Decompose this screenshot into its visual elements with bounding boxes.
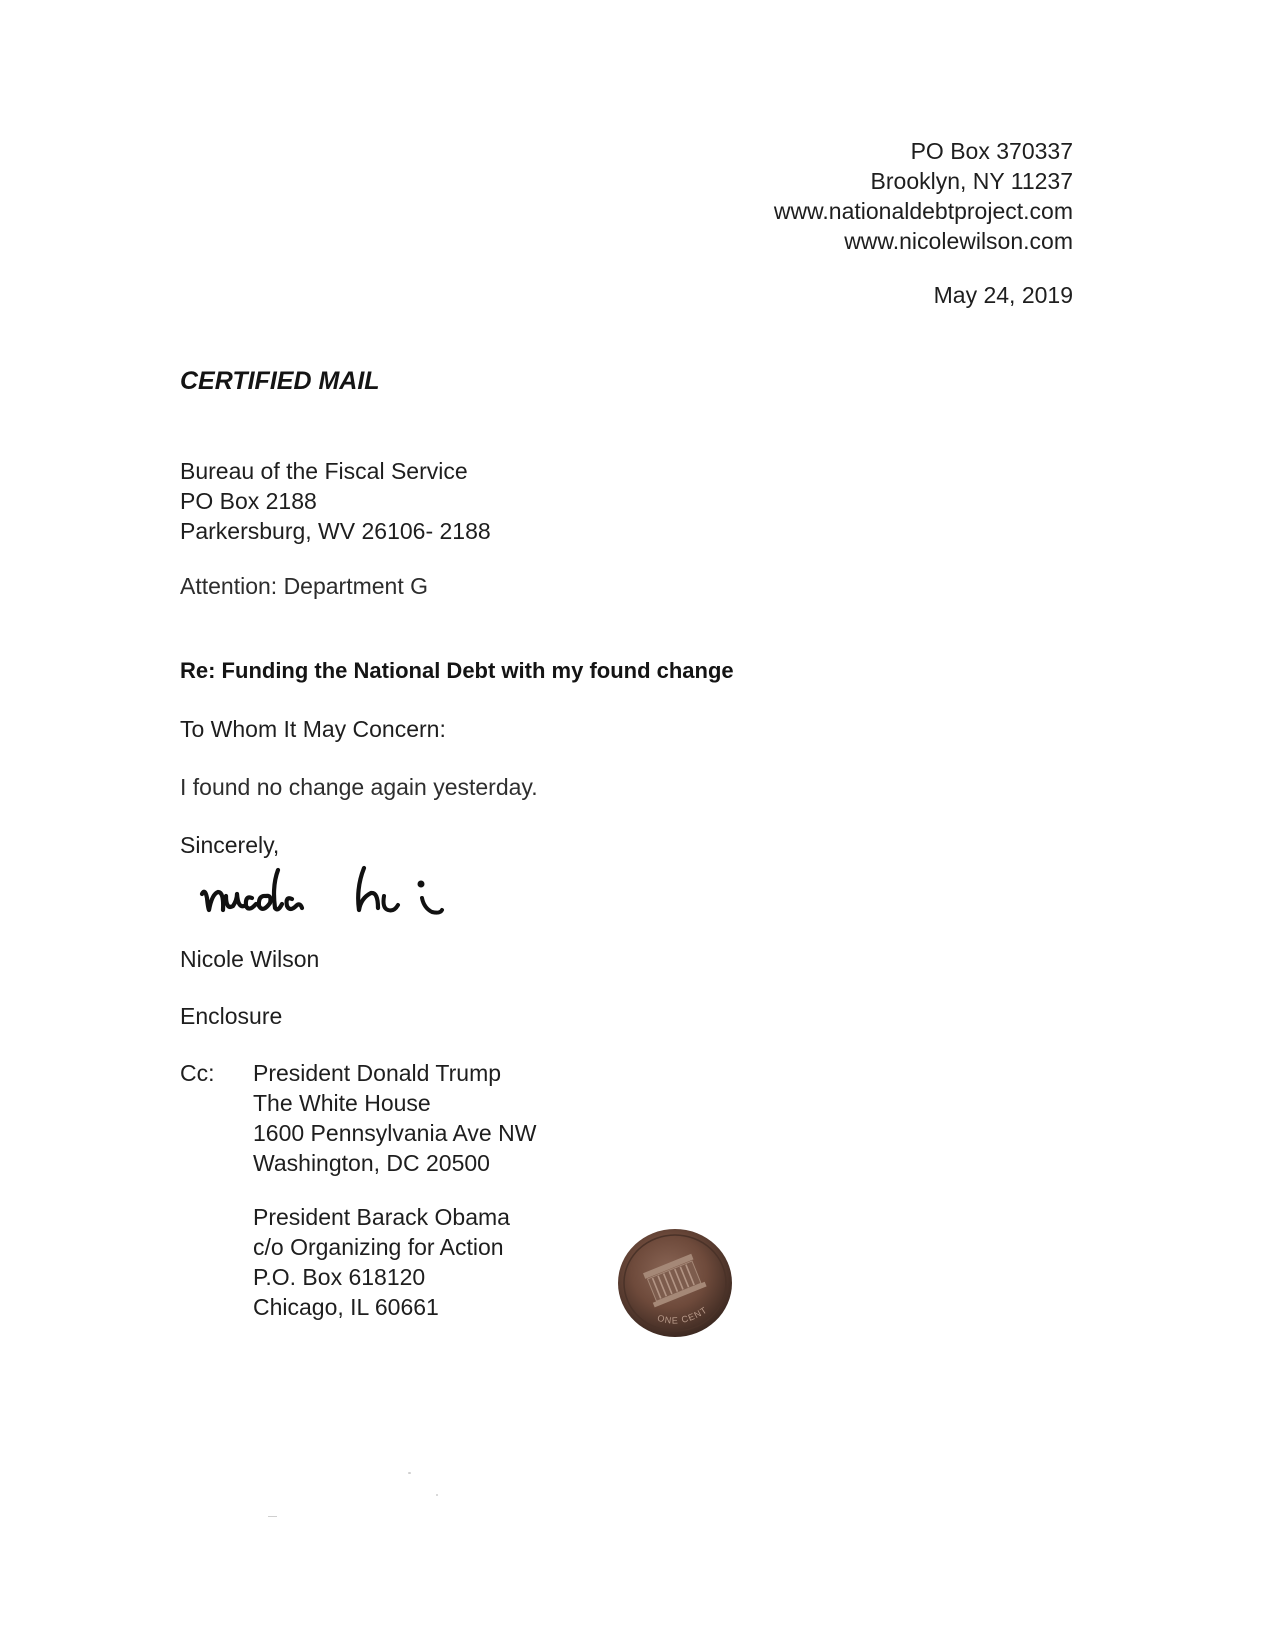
certified-mail-heading: CERTIFIED MAIL [180, 367, 380, 395]
scan-speck [268, 1516, 277, 1517]
recipient-name: Bureau of the Fiscal Service [180, 458, 468, 484]
letter-body: I found no change again yesterday. [180, 774, 538, 800]
cc-recipient-name: President Donald Trump [253, 1060, 502, 1086]
cc-recipient-name: President Barack Obama [253, 1204, 510, 1230]
penny-coin-image [615, 1226, 735, 1340]
cc-recipient-org: The White House [253, 1090, 431, 1116]
cc-recipient-street: 1600 Pennsylvania Ave NW [253, 1120, 537, 1146]
recipient-city: Parkersburg, WV 26106- 2188 [180, 518, 491, 544]
return-address-city: Brooklyn, NY 11237 [870, 168, 1073, 194]
recipient-po-box: PO Box 2188 [180, 488, 317, 514]
cc-recipient-city: Washington, DC 20500 [253, 1150, 490, 1176]
cc-recipient-city: Chicago, IL 60661 [253, 1294, 439, 1320]
handwritten-signature [196, 862, 462, 934]
scan-speck [436, 1494, 438, 1496]
signer-name: Nicole Wilson [180, 946, 320, 972]
return-address-website-1: www.nationaldebtproject.com [773, 198, 1073, 224]
salutation: To Whom It May Concern: [180, 716, 446, 742]
cc-label: Cc: [180, 1060, 215, 1086]
recipient-address [180, 456, 491, 546]
return-address [774, 136, 1073, 256]
enclosure-note: Enclosure [180, 1003, 283, 1029]
subject-line: Re: Funding the National Debt with my found change [180, 658, 734, 683]
scan-speck [408, 1472, 411, 1474]
cc-recipient-po-box: P.O. Box 618120 [253, 1264, 426, 1290]
coin-inscription: ONE CENT [656, 1304, 710, 1326]
cc-recipient-obama [253, 1202, 510, 1322]
return-address-po-box: PO Box 370337 [910, 138, 1073, 164]
closing: Sincerely, [180, 832, 280, 858]
attention-line: Attention: Department G [180, 573, 429, 599]
cc-recipient-trump [253, 1058, 536, 1178]
return-address-website-2: www.nicolewilson.com [844, 228, 1073, 254]
letter-date: May 24, 2019 [933, 282, 1073, 308]
cc-recipient-org: c/o Organizing for Action [253, 1234, 504, 1260]
